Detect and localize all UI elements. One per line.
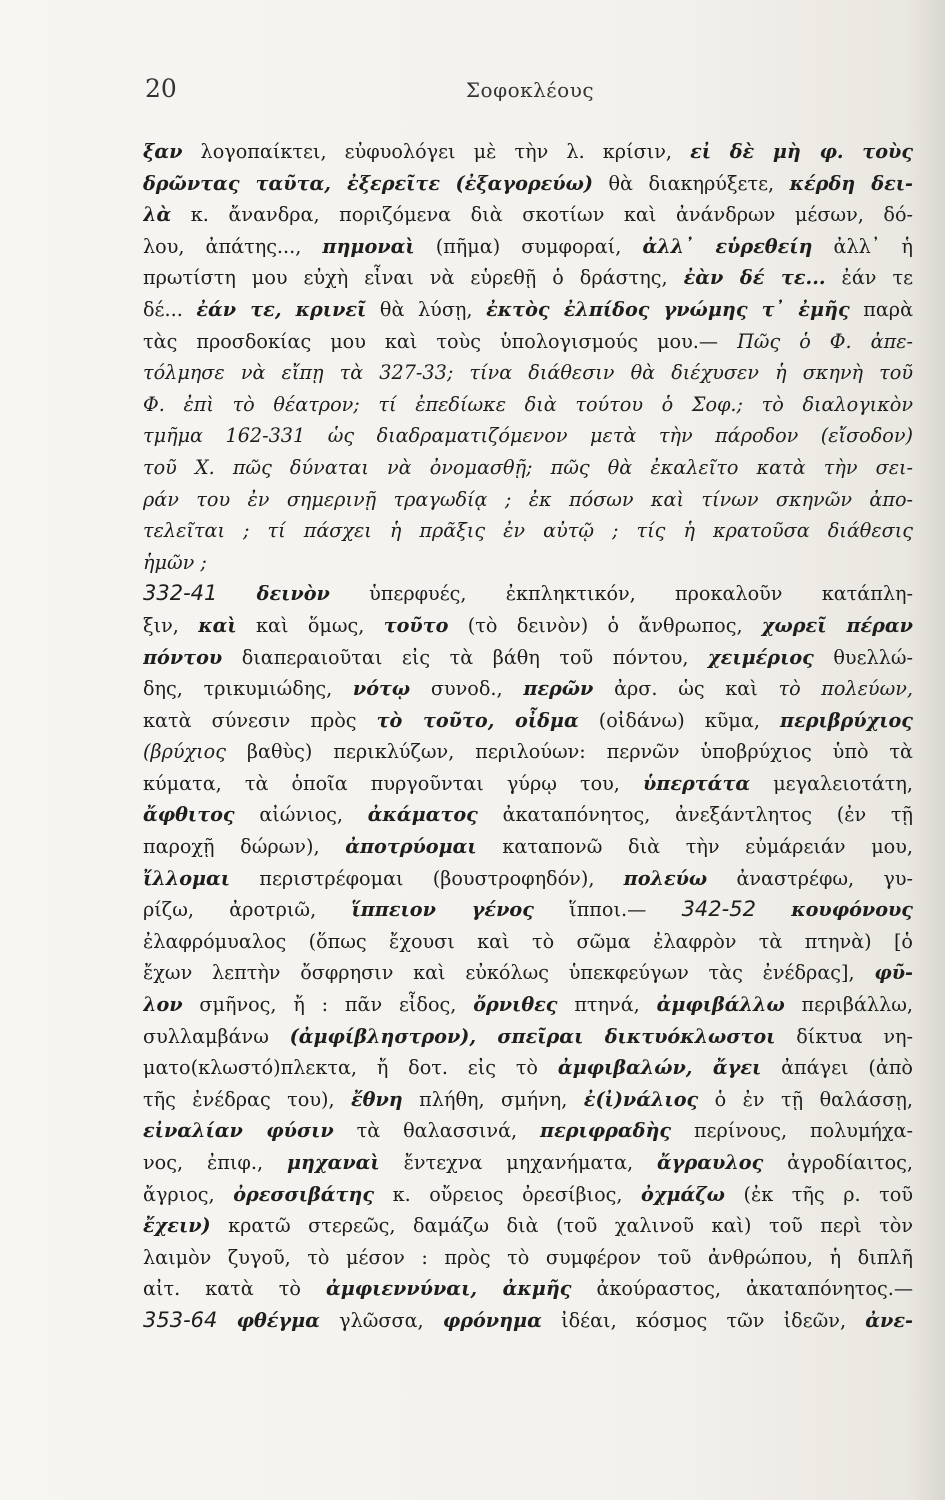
- text-line: κατὰ σύνεσιν πρὸς τὸ τοῦτο, οἶδμα (οἰδάνω) κῦμα, περιβρύχιος: [143, 708, 913, 732]
- text-line: 353-64 φθέγμα γλῶσσα, φρόνημα ἰδέαι, κόσμος τῶν ἰδεῶν, ἀνε-: [143, 1307, 913, 1332]
- text-line: λαιμὸν ζυγοῦ, τὸ μέσον : πρὸς τὸ συμφέρον τοῦ ἀνθρώπου, ἡ διπλῆ: [143, 1245, 913, 1269]
- text-line: ξιν, καὶ καὶ ὅμως, τοῦτο (τὸ δεινὸν) ὁ ἄνθρωπος, χωρεῖ πέραν: [143, 613, 913, 637]
- text-line: τοῦ Χ. πῶς δύναται νὰ ὀνομασθῇ; πῶς θὰ ἐκαλεῖτο κατὰ τὴν σει-: [143, 455, 913, 479]
- text-line: τὰς προσδοκίας μου καὶ τοὺς ὑπολογισμούς μου.— Πῶς ὁ Φ. ἀπε-: [143, 329, 913, 353]
- text-line: λου, ἀπάτης..., πημοναὶ (πῆμα) συμφοραί, ἀλλ᾿ εὑρεθείη ἀλλ᾿ ἡ: [143, 234, 913, 258]
- text-line: Φ. ἐπὶ τὸ θέατρον; τί ἐπεδίωκε διὰ τούτου ὁ Σοφ.; τὸ διαλογικὸν: [143, 392, 913, 416]
- text-line: δέ... ἐάν τε, κρινεῖ θὰ λύσῃ, ἐκτὸς ἐλπίδος γνώμης τ᾿ ἐμῆς παρὰ: [143, 297, 913, 321]
- page-number: 20: [145, 74, 177, 103]
- text-line: ἔχων λεπτὴν ὄσφρησιν καὶ εὐκόλως ὑπεκφεύγων τὰς ἐνέδρας], φῦ-: [143, 961, 913, 985]
- text-line: τόλμησε νὰ εἴπῃ τὰ 327-33; τίνα διάθεσιν θὰ διέχυσεν ἡ σκηνὴ τοῦ: [143, 361, 913, 385]
- text-line: ἄγριος, ὀρεσσιβάτης κ. οὔρειος ὀρεσίβιος, ὀχμάζω (ἐκ τῆς ρ. τοῦ: [143, 1182, 913, 1206]
- text-line: ματο(κλωστό)πλεκτα, ἤ δοτ. εἰς τὸ ἀμφιβαλών, ἄγει ἀπάγει (ἀπὸ: [143, 1056, 913, 1080]
- verse-range: 332-41: [143, 581, 218, 606]
- text-line: ἡμῶν ;: [143, 550, 207, 574]
- text-line: ἄφθιτος αἰώνιος, ἀκάματος ἀκαταπόνητος, ἀνεξάντλητος (ἐν τῇ: [143, 803, 913, 827]
- text-line: τμῆμα 162-331 ὡς διαδραματιζόμενον μετὰ τὴν πάροδον (εἴσοδον): [143, 424, 913, 448]
- text-line: λον σμῆνος, ἤ : πᾶν εἶδος, ὄρνιθες πτηνά, ἀμφιβάλλω περιβάλλω,: [143, 993, 913, 1017]
- text-line: τελεῖται ; τί πάσχει ἡ πρᾶξις ἐν αὐτῷ ; τίς ἡ κρατοῦσα διάθεσις: [143, 519, 913, 543]
- text-line: (βρύχιος βαθὺς) περικλύζων, περιλούων: περνῶν ὑποβρύχιος ὑπὸ τὰ: [143, 740, 913, 764]
- text-line: ἴλλομαι περιστρέφομαι (βουστροφηδόν), πολεύω ἀναστρέφω, γυ-: [143, 866, 913, 890]
- text-line: αἰτ. κατὰ τὸ ἀμφιεννύναι, ἀκμῆς ἀκούραστος, ἀκαταπόνητος.—: [143, 1277, 913, 1301]
- text-line: ράν του ἐν σημερινῇ τραγωδίᾳ ; ἐκ πόσων καὶ τίνων σκηνῶν ἀπο-: [143, 487, 913, 511]
- text-line: ρίζω, ἀροτριῶ, ἵππειον γένος ἵπποι.— 342-52 κουφόνους: [143, 897, 913, 922]
- text-line: λὰ κ. ἄνανδρα, ποριζόμενα διὰ σκοτίων καὶ ἀνάνδρων μέσων, δό-: [143, 203, 913, 227]
- verse-range: 342-52: [681, 897, 756, 922]
- page-header: [145, 74, 915, 114]
- text-line: νος, ἐπιφ., μηχαναὶ ἔντεχνα μηχανήματα, ἄγραυλος ἀγροδίαιτος,: [143, 1151, 913, 1174]
- text-line: παροχῇ δώρων), ἀποτρύομαι καταπονῶ διὰ τὴν εὐμάρειάν μου,: [143, 835, 913, 859]
- text-line: 332-41 δεινὸν ὑπερφυές, ἐκπληκτικόν, προκαλοῦν κατάπλη-: [143, 581, 913, 606]
- text-line: τῆς ἐνέδρας του), ἔθνη πλήθη, σμήνη, ἐ(ἰ)νάλιος ὁ ἐν τῇ θαλάσσῃ,: [143, 1087, 913, 1111]
- text-line: δρῶντας ταῦτα, ἐξερεῖτε (ἐξαγορεύω) θὰ διακηρύξετε, κέρδη δει-: [143, 171, 913, 195]
- text-line: κύματα, τὰ ὁποῖα πυργοῦνται γύρῳ του, ὑπερτάτα μεγαλειοτάτη,: [143, 771, 913, 795]
- text-line: δης, τρικυμιώδης, νότῳ συνοδ., περῶν ἀρσ. ὡς καὶ τὸ πολεύων,: [143, 677, 913, 701]
- text-line: ξαν λογοπαίκτει, εὐφυολόγει μὲ τὴν λ. κρίσιν, εἰ δὲ μὴ φ. τοὺς: [143, 140, 913, 163]
- running-title: Σοφοκλέους: [465, 78, 595, 102]
- commentary-text: [143, 136, 913, 1337]
- text-line: πρωτίστη μου εὐχὴ εἶναι νὰ εὑρεθῇ ὁ δράστης, ἐὰν δέ τε... ἐάν τε: [143, 266, 913, 290]
- verse-range: 353-64: [143, 1307, 218, 1332]
- text-line: συλλαμβάνω (ἀμφίβληστρον), σπεῖραι δικτυόκλωστοι δίκτυα νη-: [143, 1024, 913, 1048]
- text-line: ἔχειν) κρατῶ στερεῶς, δαμάζω διὰ (τοῦ χαλινοῦ καὶ) τοῦ περὶ τὸν: [143, 1214, 913, 1238]
- text-line: εἰναλίαν φύσιν τὰ θαλασσινά, περιφραδὴς περίνους, πολυμήχα-: [143, 1119, 913, 1143]
- text-line: ἐλαφρόμυαλος (ὅπως ἔχουσι καὶ τὸ σῶμα ἐλαφρὸν τὰ πτηνὰ) [ὁ: [143, 929, 913, 953]
- text-line: πόντου διαπεραιοῦται εἰς τὰ βάθη τοῦ πόντου, χειμέριος θυελλώ-: [143, 645, 913, 669]
